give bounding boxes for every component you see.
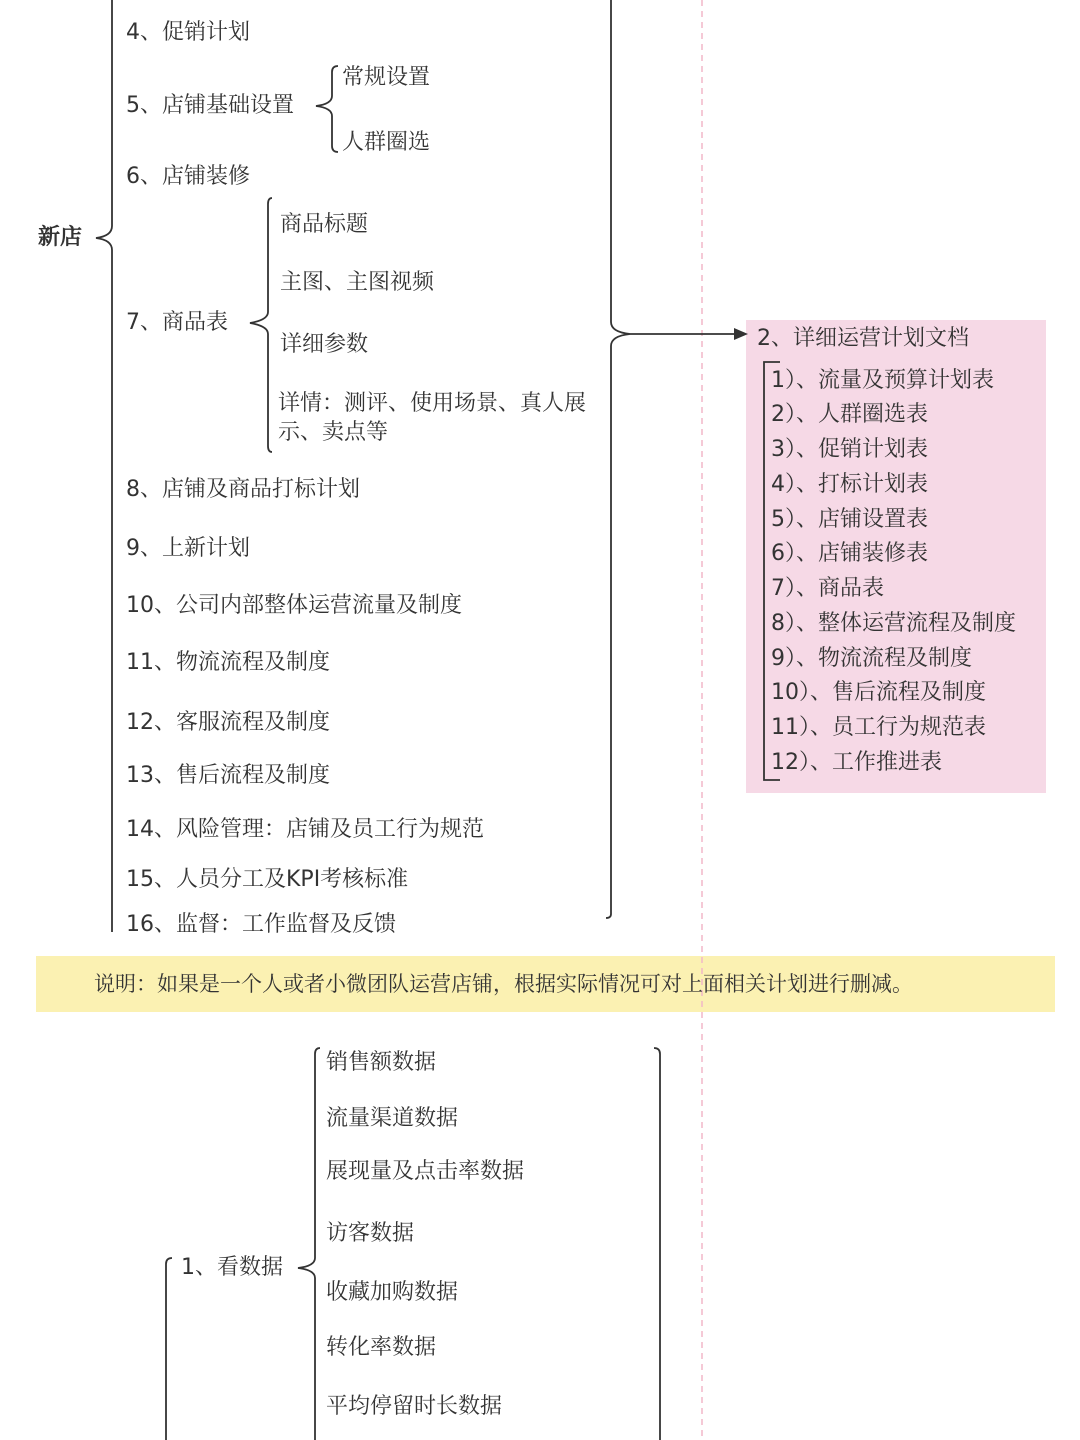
list-item: 7、商品表 — [126, 310, 228, 335]
doc-item: 12）、工作推进表 — [771, 750, 942, 775]
root-node: 新店 — [38, 225, 83, 250]
list-item: 10、公司内部整体运营流量及制度 — [126, 593, 462, 618]
doc-box-title: 2、详细运营计划文档 — [757, 326, 969, 351]
sub-item: 示、卖点等 — [278, 420, 389, 445]
list-item: 5、店铺基础设置 — [126, 93, 294, 118]
sub-item: 商品标题 — [280, 212, 369, 237]
doc-item: 6）、店铺装修表 — [771, 541, 928, 566]
data-item: 展现量及点击率数据 — [326, 1159, 525, 1184]
doc-item: 2）、人群圈选表 — [771, 402, 928, 427]
list-item: 8、店铺及商品打标计划 — [126, 477, 360, 502]
sub-item: 人群圈选 — [342, 130, 431, 155]
list-item: 9、上新计划 — [126, 536, 250, 561]
list-item: 11、物流流程及制度 — [126, 650, 330, 675]
data-item: 转化率数据 — [326, 1335, 437, 1360]
doc-item: 10）、售后流程及制度 — [771, 680, 986, 705]
doc-item: 3）、促销计划表 — [771, 437, 928, 462]
list-item: 16、监督：工作监督及反馈 — [126, 912, 396, 937]
root-bracket — [96, 0, 112, 932]
sub-item: 详细参数 — [280, 332, 369, 357]
data-item: 收藏加购数据 — [326, 1280, 459, 1305]
note-text: 说明：如果是一个人或者小微团队运营店铺，根据实际情况可对上面相关计划进行删减。 — [94, 972, 913, 996]
upper-right-bracket — [606, 0, 630, 918]
lower-right-bracket — [654, 1048, 660, 1440]
doc-item: 1）、流量及预算计划表 — [771, 368, 994, 393]
data-item: 销售额数据 — [326, 1050, 437, 1075]
lower-item: 1、看数据 — [181, 1255, 283, 1280]
list-item: 12、客服流程及制度 — [126, 710, 330, 735]
list-item: 4、促销计划 — [126, 20, 250, 45]
doc-item: 11）、员工行为规范表 — [771, 715, 986, 740]
data-item: 平均停留时长数据 — [326, 1394, 503, 1419]
sub-item: 详情：测评、使用场景、真人展 — [278, 391, 587, 416]
sub-item: 常规设置 — [342, 65, 431, 90]
data-item: 访客数据 — [326, 1221, 415, 1246]
arrow-head-icon — [734, 328, 748, 340]
doc-item: 5）、店铺设置表 — [771, 507, 928, 532]
doc-item: 4）、打标计划表 — [771, 472, 928, 497]
doc-item: 9）、物流流程及制度 — [771, 646, 972, 671]
sub-item: 主图、主图视频 — [280, 270, 435, 295]
list-item: 15、人员分工及KPI考核标准 — [126, 867, 409, 892]
doc-item: 8）、整体运营流程及制度 — [771, 611, 1016, 636]
lower-left-bracket — [166, 1258, 172, 1440]
list-item: 14、风险管理：店铺及员工行为规范 — [126, 817, 484, 842]
list-item: 13、售后流程及制度 — [126, 763, 330, 788]
product-table-bracket — [250, 198, 272, 452]
list-item: 6、店铺装修 — [126, 164, 250, 189]
shop-settings-bracket — [316, 66, 338, 152]
data-item: 流量渠道数据 — [326, 1106, 459, 1131]
doc-item: 7）、商品表 — [771, 576, 884, 601]
data-children-bracket — [298, 1048, 320, 1440]
